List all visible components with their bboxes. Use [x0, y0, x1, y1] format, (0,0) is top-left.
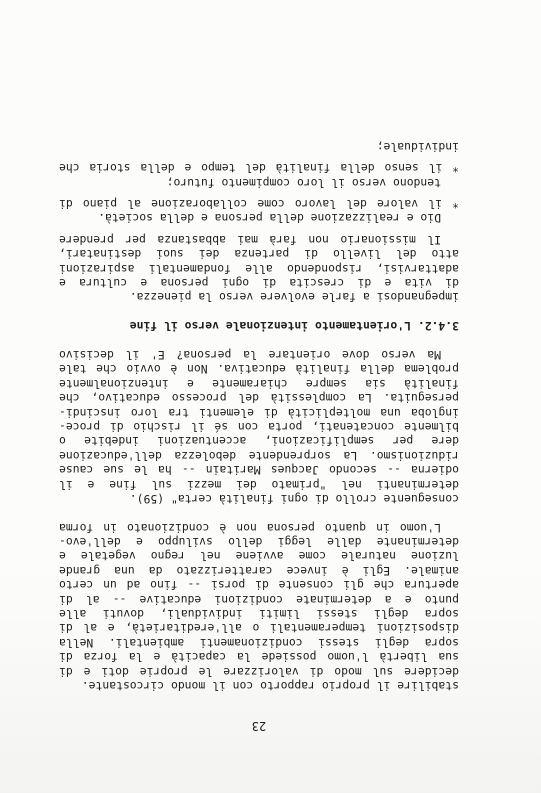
text-line: punto e a determinate condizioni educative -- al di: [59, 592, 459, 607]
text-line: atto del livello di partenza dei suoi destinatari,: [59, 247, 459, 262]
text-line: * il senso della finalità del tempo e della storia che: [59, 161, 459, 176]
text-line: perseguita. La complessità del processo educativo, che: [59, 391, 459, 406]
text-line: determinanti nel "primato dei mezzi sul fine e il: [59, 477, 459, 492]
text-line: ingloba una molteplicità di elementi tra loro inscindi-: [59, 405, 459, 420]
page-content: [59, 140, 459, 733]
bullet-item-time: [59, 161, 459, 190]
text-line: apertura che gli consente di porsi -- fino ad un certo: [59, 578, 459, 593]
text-line: Dio e realizzazione della persona e della società.: [98, 211, 441, 226]
text-line: disposizioni temperamentali o all'ereditarietà, e al di: [59, 621, 459, 636]
text-line: Ma verso dove orientare la persona? E' il decisivo: [59, 348, 441, 363]
text-line: decidere sul modo di valorizzare le proprie doti e di: [59, 664, 459, 679]
text-line: individuale;: [376, 139, 459, 154]
text-line: odierna -- secondo Jacques Maritain -- ha le sue cause: [59, 463, 459, 478]
text-line: L'uomo in quanto persona non è condizionato in forma: [59, 520, 441, 535]
text-line: dere per semplificazioni, accentuazioni indebite o: [59, 434, 459, 449]
text-line: Il missionario non farà mai abbastanza per prendere: [59, 232, 441, 247]
text-line: luzione naturale come avviene nel regno vegetale e: [59, 549, 459, 564]
text-line: tendono verso il loro compimento futuro;: [166, 175, 441, 190]
text-line: sopra degli stessi condizionamenti ambientali. Nella: [59, 635, 459, 650]
paragraph-1: [59, 520, 459, 693]
page-number: 23: [251, 719, 267, 733]
paragraph-2: [59, 348, 459, 506]
text-line: riduzionismo. La sorprendente debolezza dell'educazione: [59, 448, 459, 463]
text-line: animale. Egli è invece caratterizzato da una grande: [59, 563, 459, 578]
text-line: impegnandosi a farle evolvere verso la pienezza.: [129, 290, 459, 305]
bullet-item-work: [59, 197, 459, 226]
section-heading: 3.4.2. L'orientamento intenzionale verso il fine: [129, 319, 459, 334]
text-line: di vita e di crescita di ogni persona e cultura e: [59, 276, 459, 291]
text-line: sua libertà l'uomo possiede la capacità e la forza di: [59, 650, 459, 665]
text-line: conseguente crollo di ogni finalità certa" (59).: [129, 491, 459, 506]
paragraph-3: [59, 233, 459, 305]
text-line: bilmente concatenati, porta con sé il rischio di proce-: [59, 419, 459, 434]
text-line: * il valore del lavoro come collaborazione al piano di: [59, 197, 459, 212]
text-line: finalità sia sempre chiaramente e intenzionalmente: [59, 376, 459, 391]
text-line: sopra degli stessi limiti individuali, dovuti alle: [59, 607, 459, 622]
text-line: stabilire il proprio rapporto con il mondo circostante.: [81, 679, 459, 693]
text-line: adattarvisi, rispondendo alle fondamentali aspirazioni: [59, 261, 459, 276]
text-line: problema della finalità educativa. Non è ovvio che tale: [59, 362, 459, 377]
text-line: determinante dalle leggi dello sviluppo e dell'evo-: [59, 535, 459, 550]
